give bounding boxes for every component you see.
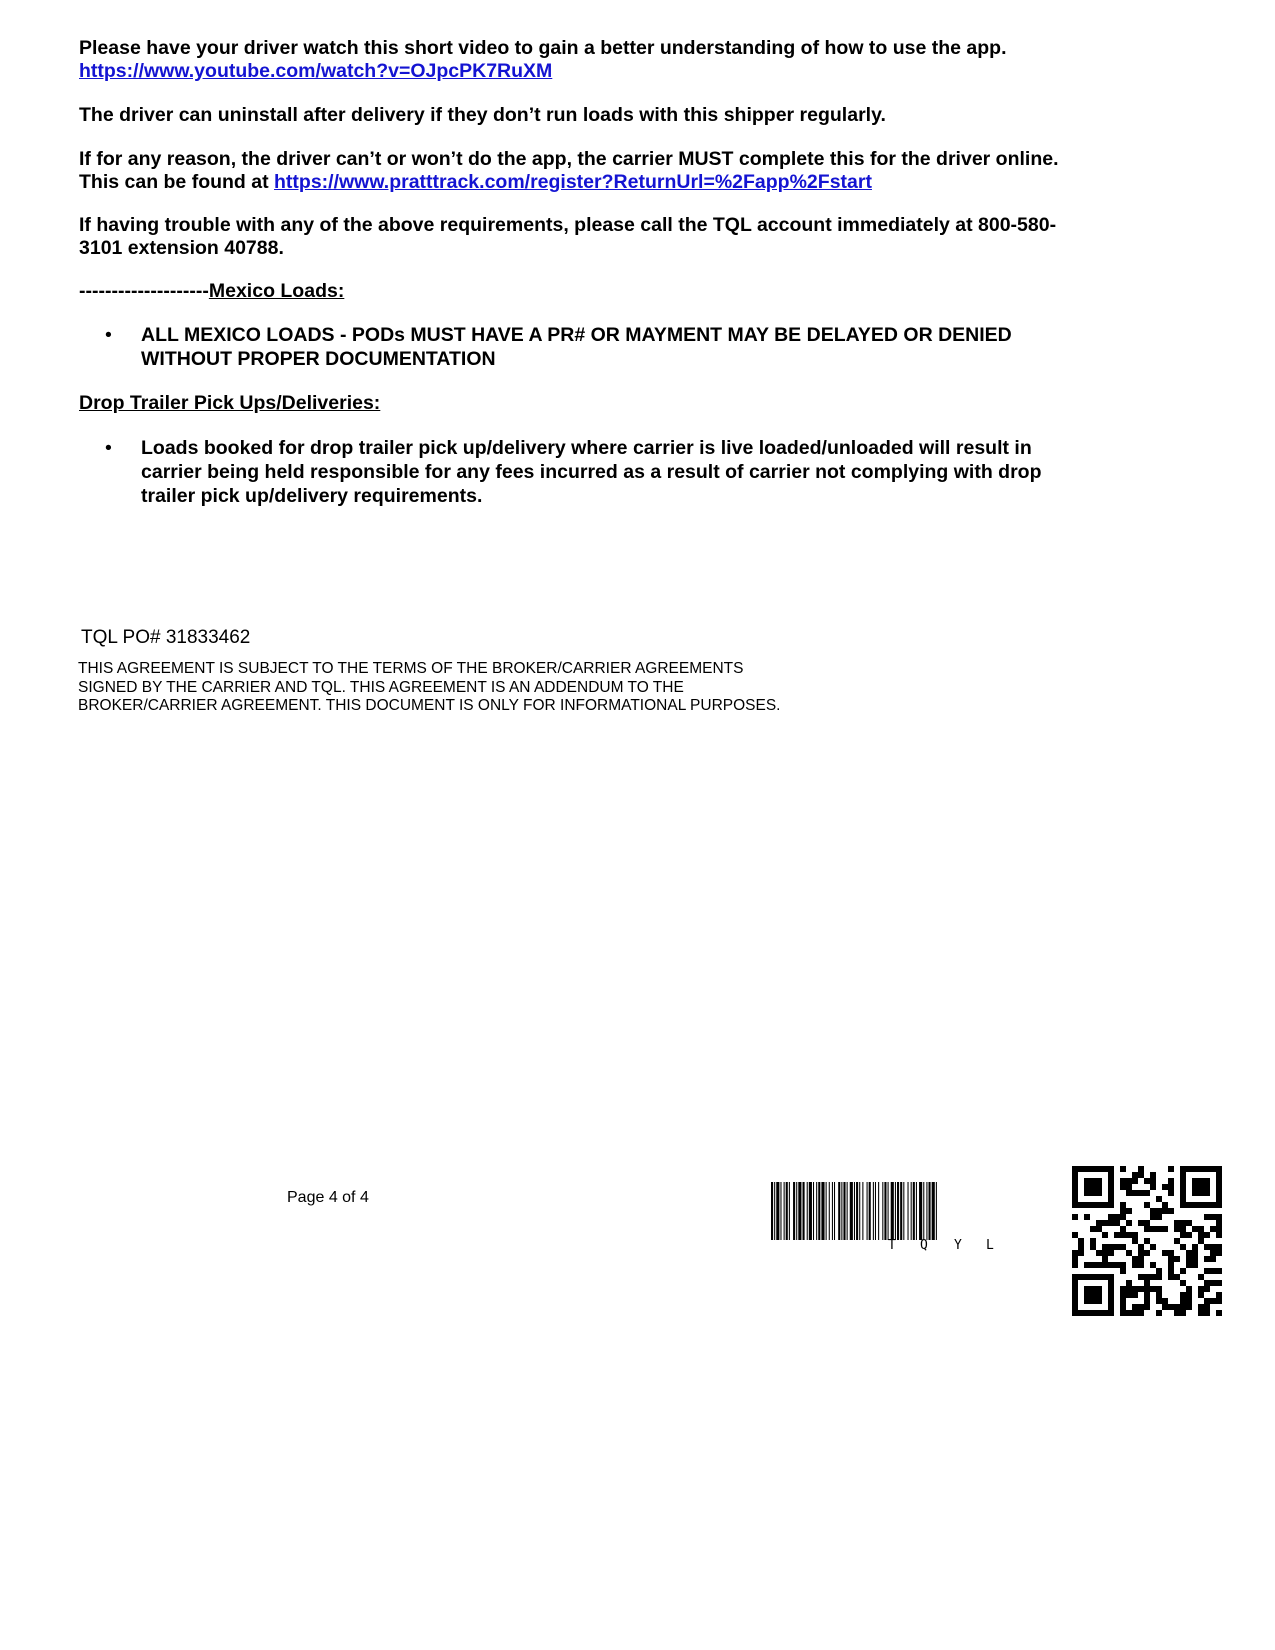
pratttrack-link[interactable]: https://www.pratttrack.com/register?ReturnUrl=%2Fapp%2Fstart <box>274 171 872 193</box>
drop-heading-text: Drop Trailer Pick Ups/Deliveries: <box>79 392 381 414</box>
agreement-terms: THIS AGREEMENT IS SUBJECT TO THE TERMS OF THE BROKER/CARRIER AGREEMENTS SIGNED BY THE CARRIER AND TQL. THIS AGREEMENT IS AN ADDENDUM TO THE BROKER/CARRIER AGREEMENT. THIS DOCUMENT IS ONLY FOR INFORMATIONAL PURPOSES. <box>78 660 781 714</box>
youtube-link[interactable]: https://www.youtube.com/watch?v=OJpcPK7RuXM <box>79 60 553 82</box>
barcode-char: L <box>986 1238 994 1253</box>
mexico-heading <box>79 280 1089 303</box>
page-number: Page 4 of 4 <box>287 1189 369 1206</box>
trouble-note: If having trouble with any of the above requirements, please call the TQL account immediately at 800-580-3101 extension 40788. <box>79 214 1057 259</box>
barcode-icon <box>771 1182 1056 1240</box>
bullet-marker: • <box>105 437 112 459</box>
drop-bullet-text: Loads booked for drop trailer pick up/delivery where carrier is live loaded/unloaded will result in carrier being held responsible for any fees incurred as a result of carrier not complying with drop trailer pick up/delivery requirements. <box>141 437 1042 507</box>
video-instruction-text: Please have your driver watch this short video to gain a better understanding of how to use the app. <box>79 37 1007 59</box>
carrier-online-text: If for any reason, the driver can’t or won’t do the app, the carrier MUST complete this for the driver online. This can be found at <box>79 148 1059 193</box>
po-number: TQL PO# 31833462 <box>81 627 251 648</box>
carrier-online-note <box>79 148 1089 194</box>
barcode-char: Q <box>920 1238 928 1253</box>
drop-heading <box>79 392 1089 415</box>
barcode-char: Y <box>954 1238 962 1253</box>
mexico-heading-text: Mexico Loads: <box>208 280 345 302</box>
mexico-bullet-text: ALL MEXICO LOADS - PODs MUST HAVE A PR# OR MAYMENT MAY BE DELAYED OR DENIED WITHOUT PROPER DOCUMENTATION <box>141 324 1012 370</box>
mexico-dashes: -------------------- <box>79 280 209 302</box>
video-instruction <box>79 37 1089 83</box>
uninstall-note: The driver can uninstall after delivery if they don’t run loads with this shipper regularly. <box>79 104 886 126</box>
barcode-char: T <box>888 1238 896 1253</box>
qr-code-icon <box>1072 1166 1222 1316</box>
bullet-marker: • <box>105 324 112 346</box>
